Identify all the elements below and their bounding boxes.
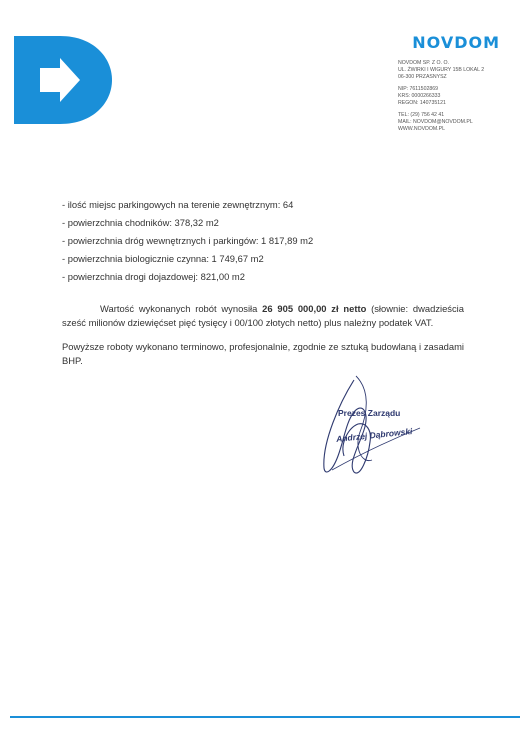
company-phone: TEL: (29) 756 42 41 <box>398 112 445 118</box>
list-item: - powierzchnia chodników: 378,32 m2 <box>62 217 219 228</box>
list-item: - powierzchnia dróg wewnętrznych i parkingów: 1 817,89 m2 <box>62 235 314 246</box>
company-city: 06-300 PRZASNYSZ <box>398 74 447 80</box>
company-name: NOVDOM SP. Z O. O. <box>398 60 449 66</box>
signature-title: Prezes Zarządu <box>338 408 401 418</box>
signature-stamp <box>310 372 440 482</box>
value-text-after: (słownie: dwadzieścia sześć milionów dziewięćset pięć tysięcy i 00/100 złotych netto) plus należny podatek VAT. <box>62 303 464 328</box>
list-item: - ilość miejsc parkingowych na terenie zewnętrznym: 64 <box>62 199 294 210</box>
company-krs: KRS: 0000266333 <box>398 93 441 99</box>
signature-name: Andrzej Dąbrowski <box>335 426 413 444</box>
company-nip: NIP: 7611502869 <box>398 86 438 92</box>
parameters-list <box>62 196 464 286</box>
quality-paragraph: Powyższe roboty wykonano terminowo, profesjonalnie, zgodnie ze sztuką budowlaną i zasadami BHP. <box>62 341 464 366</box>
handwritten-signature <box>310 372 440 482</box>
company-www: WWW.NOVDOM.PL <box>398 126 445 132</box>
value-text-before: Wartość wykonanych robót wynosiła <box>100 303 263 314</box>
d-arrow-logo-icon <box>14 36 112 124</box>
company-info <box>398 60 523 133</box>
brand-name: NOVDOM <box>412 33 500 52</box>
list-item: - powierzchnia biologicznie czynna: 1 749,67 m2 <box>62 253 264 264</box>
company-regon: REGON: 140735121 <box>398 100 446 106</box>
value-amount: 26 905 000,00 zł netto <box>262 303 367 314</box>
letter-body <box>62 196 464 368</box>
list-item: - powierzchnia drogi dojazdowej: 821,00 m2 <box>62 271 245 282</box>
value-paragraph <box>62 302 464 330</box>
company-mail: MAIL: NOVDOM@NOVDOM.PL <box>398 119 473 125</box>
company-street: UL. ŻWIRKI I WIGURY 15B LOKAL 2 <box>398 67 485 73</box>
company-logo <box>14 36 112 124</box>
footer-divider <box>10 716 520 718</box>
